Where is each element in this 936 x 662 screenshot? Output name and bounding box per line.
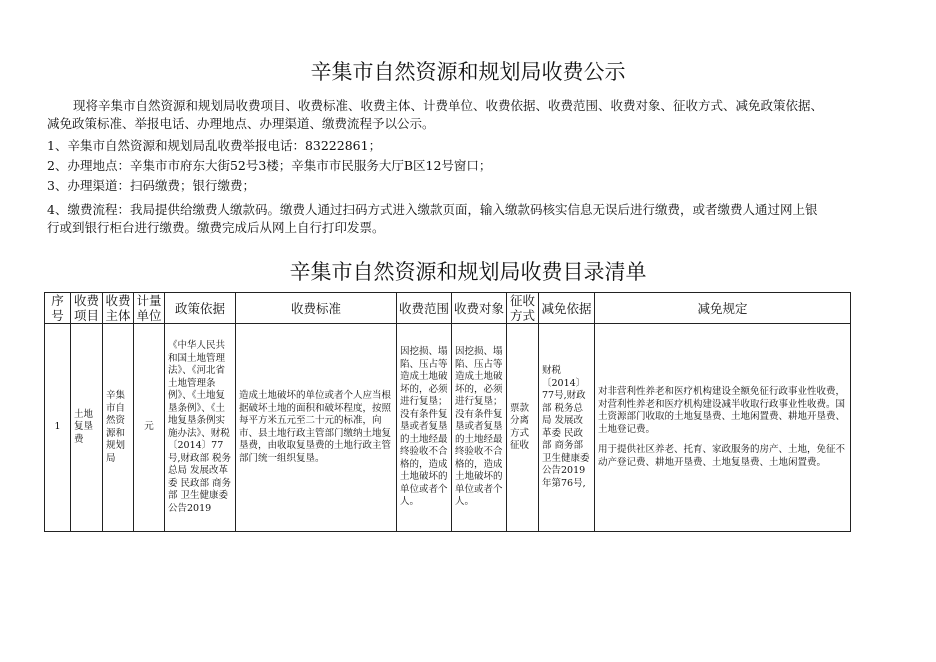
cell-policy: 《中华人民共和国土地管理法》、《河北省土地管理条例》、《土地复垦条例》、《土地复垦条例实施办法》、财税〔2014〕77号,财政部 税务总局 发展改革委 民政部 商务部 卫生健康委公告2019	[165, 324, 236, 532]
header-policy: 政策依据	[165, 293, 236, 324]
header-item: 收费项目	[71, 293, 103, 324]
header-scope: 收费范围	[397, 293, 452, 324]
header-method: 征收方式	[507, 293, 539, 324]
office-location-item: 2、办理地点：辛集市市府东大街52号3楼；辛集市市民服务大厅B区12号窗口；	[47, 158, 492, 173]
cell-seq: 1	[45, 324, 71, 532]
header-subject: 收费主体	[103, 293, 134, 324]
payment-process-item: 4、缴费流程：我局提供给缴费人缴款码。缴费人通过扫码方式进入缴款页面，输入缴款码核实信息无误后进行缴费，或者缴费人通过网上银行或到银行柜台进行缴费。缴费完成后从网上自行打印发票。	[47, 202, 818, 235]
page-title: 辛集市自然资源和规划局收费公示	[310, 60, 626, 84]
table-title: 辛集市自然资源和规划局收费目录清单	[289, 260, 647, 284]
cell-standard: 造成土地破坏的单位或者个人应当根据破坏土地的面积和破坏程度，按照每平方米五元至二十元的标准，向市、县土地行政主管部门缴纳土地复垦费，由收取复垦费的土地行政主管部门统一组织复垦。	[236, 324, 397, 532]
cell-unit: 元	[134, 324, 165, 532]
cell-relief-rule	[595, 324, 851, 532]
relief-rule-paragraph-1: 对非营利性养老和医疗机构建设全额免征行政事业性收费，对营利性养老和医疗机构建设减半收取行政事业性收费。国土资源部门收取的土地复垦费、土地闲置费、耕地开垦费、土地登记费。	[598, 386, 846, 435]
header-standard: 收费标准	[236, 293, 397, 324]
header-unit: 计量单位	[134, 293, 165, 324]
table-header-row	[45, 293, 851, 324]
cell-method: 票款分离方式征收	[507, 324, 539, 532]
cell-target: 因挖损、塌陷、压占等造成土地破坏的，必须进行复垦；没有条件复垦或者复垦的土地经最终验收不合格的，造成土地破坏的单位或者个人。	[452, 324, 507, 532]
intro-paragraph: 现将辛集市自然资源和规划局收费项目、收费标准、收费主体、计费单位、收费依据、收费范围、收费对象、征收方式、减免政策依据、减免政策标准、举报电话、办理地点、办理渠道、缴费流程予以公示。	[47, 98, 824, 131]
cell-subject: 辛集市自然资源和规划局	[103, 324, 134, 532]
header-seq: 序号	[45, 293, 71, 324]
cell-relief-basis: 财税〔2014〕77号,财政部 税务总局 发展改革委 民政部 商务部 卫生健康委公告2019年第76号,	[539, 324, 595, 532]
header-target: 收费对象	[452, 293, 507, 324]
relief-rule-paragraph-2: 用于提供社区养老、托育、家政服务的房产、土地，免征不动产登记费、耕地开垦费、土地复垦费、土地闲置费。	[598, 444, 846, 468]
cell-item: 土地复垦费	[71, 324, 103, 532]
cell-scope: 因挖损、塌陷、压占等造成土地破坏的，必须进行复垦；没有条件复垦或者复垦的土地经最终验收不合格的，造成土地破坏的单位或者个人。	[397, 324, 452, 532]
report-phone-item: 1、辛集市自然资源和规划局乱收费举报电话：83222861；	[47, 138, 382, 153]
table-row	[45, 324, 851, 532]
fee-catalog-table	[44, 292, 851, 532]
channel-item: 3、办理渠道：扫码缴费；银行缴费；	[47, 178, 255, 193]
header-relief-basis: 减免依据	[539, 293, 595, 324]
header-relief-rule: 减免规定	[595, 293, 851, 324]
